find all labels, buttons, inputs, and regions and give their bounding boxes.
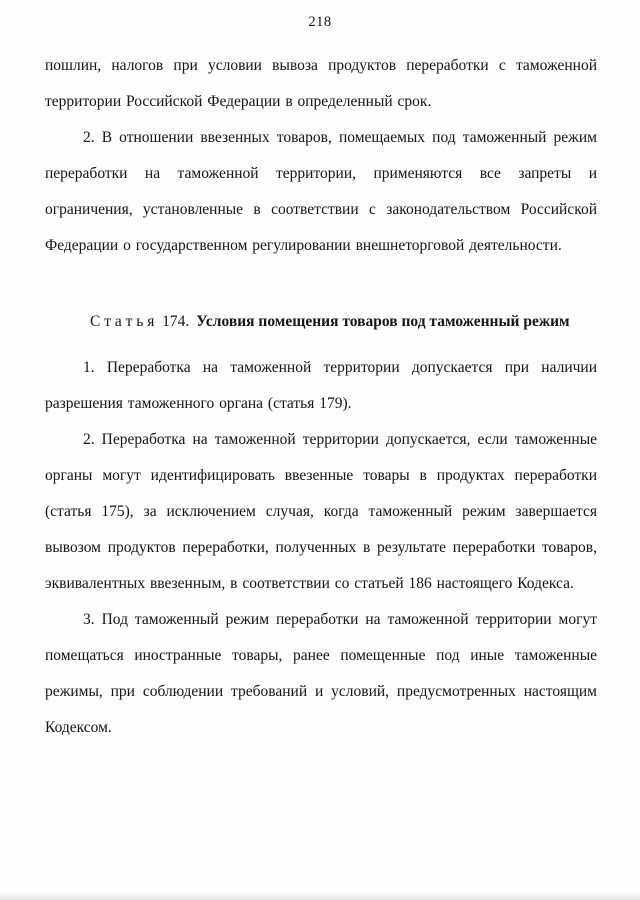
page-content	[45, 48, 597, 746]
paragraph-2: 2. В отношении ввезенных товаров, помещаемых под таможенный режим переработки на таможенной территории, применяются все запреты и ограничения, установленные в соответствии с законодательством Российской Федерации о государственном регулировании внешнеторговой деятельности.	[45, 129, 597, 254]
article-number-label: С т а т ь я 174.	[90, 313, 190, 330]
page-number: 218	[308, 14, 332, 30]
article-paragraph-2: 2. Переработка на таможенной территории допускается, если таможенные органы могут идентифицировать ввезенные товары в продуктах переработки (статья 175), за исключением случая, когда таможенный режим завершается вывозом продуктов переработки, полученных в результате переработки товаров, эквивалентных ввезенным, в соответствии со статьей 186 настоящего Кодекса.	[45, 430, 597, 592]
article-paragraph-3: 3. Под таможенный режим переработки на таможенной территории могут помещаться иностранные товары, ранее помещенные под иные таможенные режимы, при соблюдении требований и условий, предусмотренных настоящим Кодексом.	[45, 610, 597, 736]
article-title: Условия помещения товаров под таможенный режим	[196, 313, 570, 330]
article-heading	[45, 307, 597, 337]
paragraph-continuation: пошлин, налогов при условии вывоза продуктов переработки с таможенной территории Российской Федерации в определенный срок.	[45, 57, 597, 110]
article-paragraph-1: 1. Переработка на таможенной территории допускается при наличии разрешения таможенного органа (статья 179).	[45, 358, 597, 412]
